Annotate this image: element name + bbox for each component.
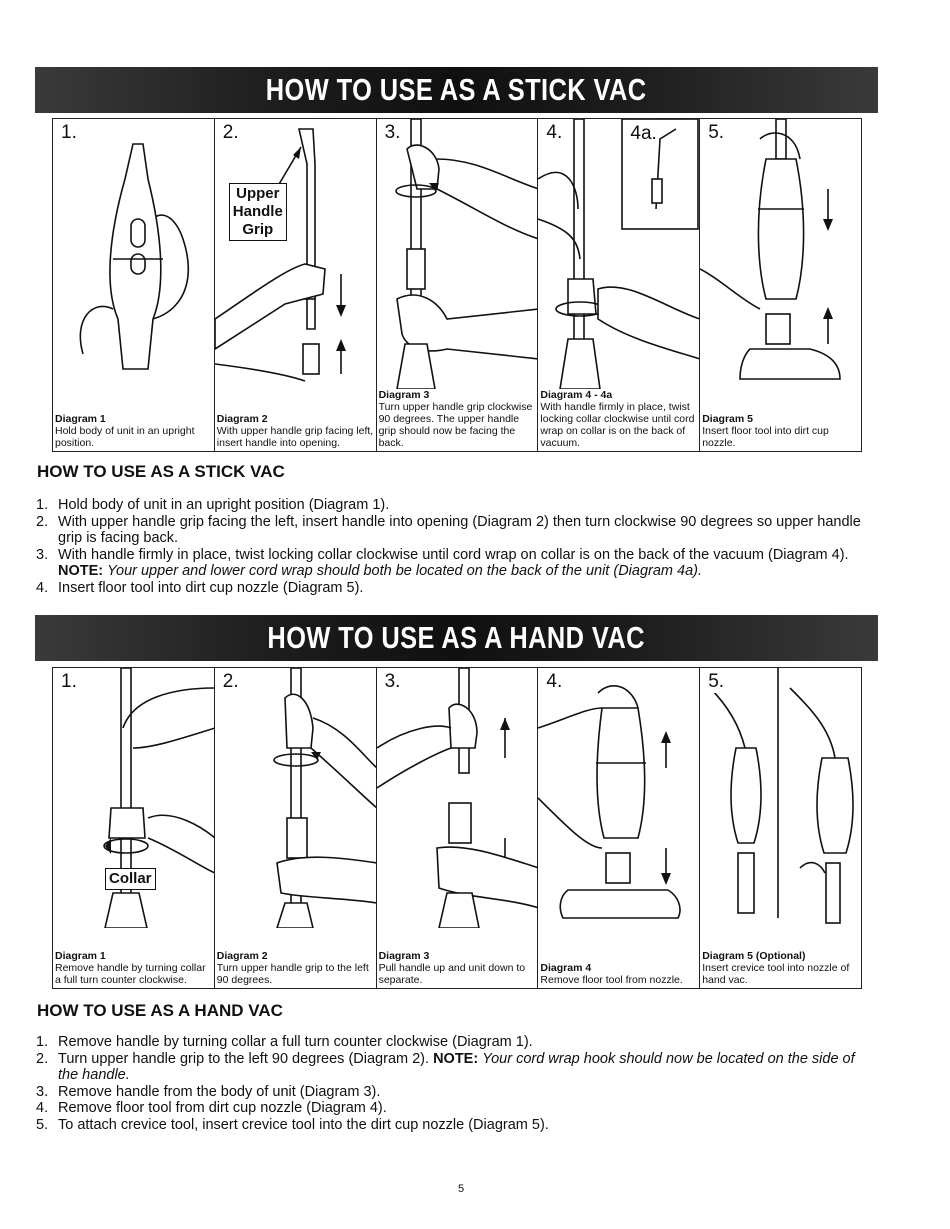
hand-vac-diagram-strip [52, 667, 862, 989]
twist-handle-illustration [377, 119, 539, 389]
vacuum-upright-illustration [53, 119, 215, 389]
diagram-number: 2. [222, 671, 239, 692]
stick-vac-steps [36, 497, 876, 596]
list-item [36, 1100, 876, 1117]
diagram-number: 4. [546, 671, 563, 692]
diagram-caption-text: Hold body of unit in an upright position. [55, 425, 195, 449]
diagram-caption [55, 950, 212, 986]
diagram-caption-title: Diagram 3 [378, 950, 430, 962]
diagram-caption-title: Diagram 1 [55, 950, 106, 962]
diagram-caption-text: With handle firmly in place, twist locking collar clockwise until cord wrap on collar is on the back of vacuum. [540, 401, 695, 449]
diagram-caption-text: Turn upper handle grip to the left 90 degrees. [216, 962, 369, 986]
step-number: 5. [36, 1116, 49, 1133]
hand-diagram-2 [215, 668, 377, 988]
list-item [36, 1117, 876, 1134]
step-text: Hold body of unit in an upright position (Diagram 1). [58, 497, 390, 513]
diagram-number: 5. [708, 671, 725, 692]
stick-vac-banner-title: HOW TO USE AS A STICK VAC [266, 72, 647, 107]
stick-vac-heading: HOW TO USE AS A STICK VAC [37, 462, 285, 481]
diagram-caption-text: Pull handle up and unit down to separate. [378, 962, 526, 986]
diagram-caption-title: Diagram 4 - 4a [540, 389, 613, 401]
hand-vac-heading: HOW TO USE AS A HAND VAC [37, 1001, 283, 1020]
hand-vac-banner [35, 615, 878, 661]
step-text: Remove handle from the body of unit (Diagram 3). [58, 1083, 381, 1100]
list-item [36, 514, 876, 547]
diagram-caption [217, 950, 374, 986]
step-number: 3. [36, 546, 49, 563]
diagram-number: 1. [61, 122, 77, 143]
diagram-number: 5. [708, 122, 725, 143]
step-text: With handle firmly in place, twist locking collar clockwise until cord wrap on collar is on the back of the vacuum (Diagram 4). [58, 546, 849, 563]
handle-insert-illustration [215, 119, 377, 389]
step-text: Remove floor tool from dirt cup nozzle (Diagram 4). [58, 1100, 387, 1116]
crevice-tool-illustration [700, 668, 861, 928]
note-label: NOTE: [433, 1050, 479, 1067]
step-number: 2. [36, 1050, 49, 1067]
separate-unit-illustration [377, 668, 539, 928]
upper-handle-grip-callout [229, 183, 287, 241]
step-number: 4. [36, 1100, 49, 1116]
collar-callout [105, 868, 156, 890]
hand-vac-steps [36, 1034, 876, 1133]
note-label: NOTE: [58, 563, 104, 579]
diagram-caption [379, 389, 536, 449]
stick-diagram-4 [538, 119, 700, 451]
callout-label: Collar [109, 870, 152, 887]
diagram-number: 1. [61, 671, 77, 692]
step-number: 4. [36, 579, 49, 596]
list-item [36, 1084, 876, 1101]
stick-diagram-5 [700, 119, 861, 451]
page-number: 5 [458, 1183, 465, 1195]
diagram-caption-title: Diagram 3 [378, 389, 430, 401]
diagram-number: 3. [384, 122, 401, 143]
diagram-caption [540, 389, 697, 449]
diagram-caption [540, 962, 697, 986]
floor-tool-illustration [700, 119, 861, 389]
note-text: Your cord wrap hook should now be located on the side of the handle. [58, 1050, 855, 1083]
turn-grip-illustration [215, 668, 377, 928]
diagram-caption-title: Diagram 5 [702, 413, 753, 425]
callout-label: Upper Handle Grip [232, 185, 283, 238]
diagram-number-4a: 4a. [630, 123, 657, 144]
remove-floor-tool-illustration [538, 668, 700, 928]
list-item [36, 580, 876, 597]
step-text: Remove handle by turning collar a full turn counter clockwise (Diagram 1). [58, 1034, 533, 1050]
hand-diagram-1 [53, 668, 215, 988]
diagram-caption [702, 950, 859, 986]
stick-vac-diagram-strip [52, 118, 862, 452]
stick-diagram-1 [53, 119, 215, 451]
diagram-caption [379, 950, 536, 986]
diagram-caption-title: Diagram 1 [55, 413, 106, 425]
stick-diagram-3 [377, 119, 539, 451]
diagram-caption-text: Remove floor tool from nozzle. [540, 974, 683, 986]
step-text-with-note [58, 547, 876, 580]
step-text: To attach crevice tool, insert crevice tool into the dirt cup nozzle (Diagram 5). [58, 1116, 549, 1133]
diagram-caption-title: Diagram 2 [216, 413, 268, 425]
hand-diagram-3 [377, 668, 539, 988]
diagram-caption-text: Insert floor tool into dirt cup nozzle. [702, 425, 829, 449]
hand-diagram-4 [538, 668, 700, 988]
list-item [36, 1051, 876, 1084]
step-text-with-note [58, 1051, 876, 1084]
stick-diagram-2 [215, 119, 377, 451]
diagram-caption [55, 413, 212, 449]
hand-vac-banner-title: HOW TO USE AS A HAND VAC [267, 620, 646, 655]
diagram-caption [217, 413, 374, 449]
step-text: Turn upper handle grip to the left 90 degrees (Diagram 2). [58, 1050, 430, 1067]
diagram-caption-text: With upper handle grip facing left, insert handle into opening. [216, 425, 374, 449]
step-number: 3. [36, 1083, 49, 1100]
step-number: 2. [36, 513, 49, 530]
diagram-caption-title: Diagram 5 (Optional) [702, 950, 806, 962]
locking-collar-illustration [538, 119, 700, 389]
diagram-caption-text: Insert crevice tool into nozzle of hand vac. [702, 962, 850, 986]
step-text: Insert floor tool into dirt cup nozzle (Diagram 5). [58, 579, 364, 596]
diagram-number: 4. [546, 122, 563, 143]
diagram-caption [702, 413, 859, 449]
step-text: With upper handle grip facing the left, insert handle into opening (Diagram 2) then turn clockwise 90 degrees so upper handle grip is facing back. [58, 513, 861, 546]
diagram-caption-title: Diagram 4 [540, 962, 592, 974]
list-item [36, 1034, 876, 1051]
stick-vac-banner [35, 67, 878, 113]
list-item [36, 497, 876, 514]
hand-diagram-5 [700, 668, 861, 988]
step-number: 1. [36, 1034, 49, 1050]
diagram-caption-text: Remove handle by turning collar a full turn counter clockwise. [55, 962, 206, 986]
diagram-caption-text: Turn upper handle grip clockwise 90 degrees. The upper handle grip should now be facing the back. [378, 401, 533, 449]
list-item [36, 547, 876, 580]
diagram-number: 3. [384, 671, 401, 692]
step-number: 1. [36, 497, 49, 513]
diagram-number: 2. [222, 122, 239, 143]
note-text: Your upper and lower cord wrap should both be located on the back of the unit (Diagram 4a). [107, 563, 703, 579]
diagram-caption-title: Diagram 2 [216, 950, 268, 962]
